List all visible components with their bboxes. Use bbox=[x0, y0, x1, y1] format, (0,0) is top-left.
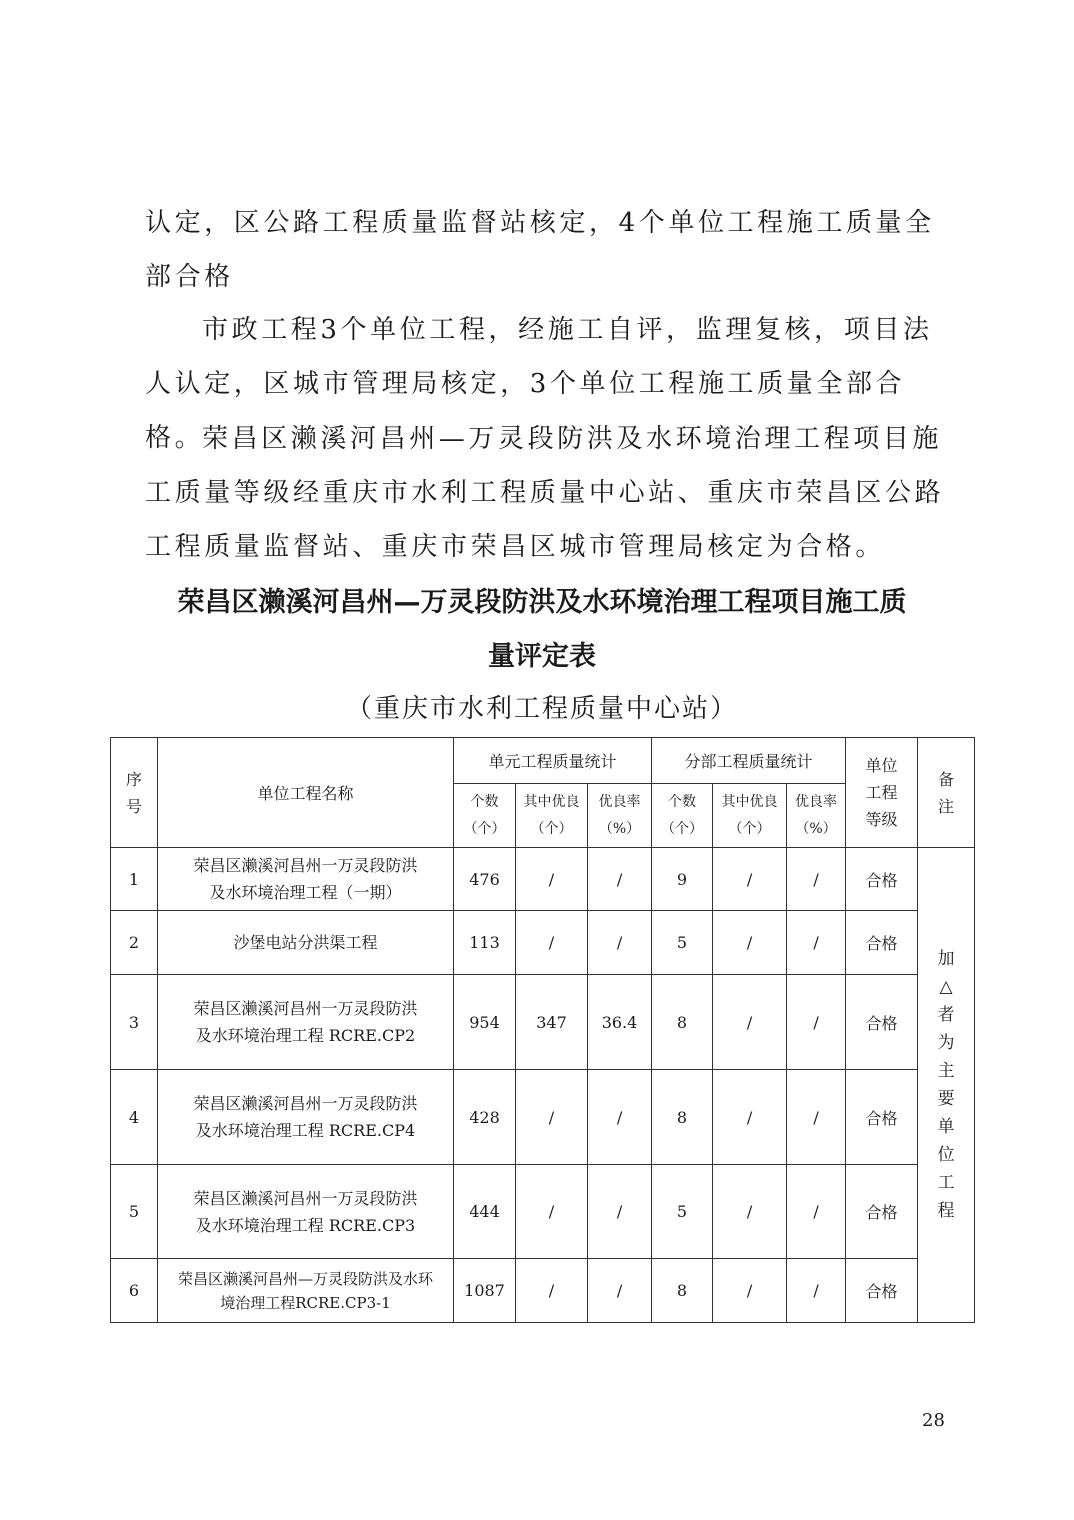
row-unit-name bbox=[158, 1165, 454, 1259]
header-s-excellent-line-1: 其中优良 bbox=[721, 793, 778, 810]
row-s-rate: / bbox=[787, 1070, 846, 1165]
row-unit-name-line-1: 荣昌区濑溪河昌州一万灵段防洪 bbox=[193, 999, 418, 1018]
row-s-rate: / bbox=[787, 911, 846, 975]
row-u-count: 476 bbox=[454, 848, 516, 911]
header-sub-part-stats: 分部工程质量统计 bbox=[652, 738, 846, 784]
header-seq bbox=[111, 738, 158, 848]
row-s-rate: / bbox=[787, 975, 846, 1070]
row-u-count: 1087 bbox=[454, 1259, 516, 1323]
row-grade: 合格 bbox=[846, 848, 918, 911]
header-grade bbox=[846, 738, 918, 848]
header-u-count bbox=[454, 784, 516, 848]
row-s-excellent: / bbox=[713, 911, 787, 975]
table-row bbox=[111, 975, 975, 1070]
row-u-count: 428 bbox=[454, 1070, 516, 1165]
row-grade: 合格 bbox=[846, 1070, 918, 1165]
row-grade: 合格 bbox=[846, 911, 918, 975]
row-s-rate: / bbox=[787, 1259, 846, 1323]
header-u-count-line-2: （个） bbox=[463, 820, 506, 837]
row-s-count: 9 bbox=[652, 848, 713, 911]
table-header-row-1 bbox=[111, 738, 975, 784]
header-u-excellent-line-1: 其中优良 bbox=[523, 793, 580, 810]
header-s-count-line-1: 个数 bbox=[668, 793, 697, 810]
row-s-count: 8 bbox=[652, 975, 713, 1070]
header-s-rate-line-2: （%） bbox=[795, 820, 837, 837]
paragraph-1: 认定，区公路工程质量监督站核定，4个单位工程施工质量全部合格 bbox=[145, 208, 935, 292]
row-u-excellent: / bbox=[516, 1070, 588, 1165]
row-s-excellent: / bbox=[713, 975, 787, 1070]
paragraph-2: 市政工程3个单位工程，经施工自评，监理复核，项目法人认定，区城市管理局核定，3个单位工程施工质量全部合格。 bbox=[145, 315, 933, 453]
header-grade-line-1: 单位 bbox=[865, 756, 898, 775]
row-s-rate: / bbox=[787, 848, 846, 911]
row-unit-name bbox=[158, 975, 454, 1070]
row-u-rate: 36.4 bbox=[588, 975, 652, 1070]
header-u-excellent bbox=[516, 784, 588, 848]
page-number: 28 bbox=[922, 1410, 945, 1431]
row-unit-name bbox=[158, 848, 454, 911]
row-seq: 1 bbox=[111, 848, 158, 911]
remark-note: 加△者为主要单位工程 bbox=[937, 949, 955, 1221]
paragraph-3: 荣昌区濑溪河昌州—万灵段防洪及水环境治理工程项目施工质量等级经重庆市水利工程质量中心站、重庆市荣昌区公路工程质量监督站、重庆市荣昌区城市管理局核定为合格。 bbox=[145, 424, 945, 562]
row-s-count: 5 bbox=[652, 911, 713, 975]
row-s-excellent: / bbox=[713, 1259, 787, 1323]
row-grade: 合格 bbox=[846, 1165, 918, 1259]
row-unit-name-line-1: 荣昌区濑溪河昌州一万灵段防洪 bbox=[193, 1188, 418, 1208]
table-title-line-1: 荣昌区濑溪河昌州—万灵段防洪及水环境治理工程项目施工质 bbox=[177, 587, 907, 618]
header-remark-line-1: 备 bbox=[938, 769, 955, 789]
header-remark-line-2: 注 bbox=[938, 796, 955, 816]
header-unit-element-stats: 单元工程质量统计 bbox=[454, 738, 652, 784]
table-row bbox=[111, 1070, 975, 1165]
header-s-count bbox=[652, 784, 713, 848]
row-u-rate: / bbox=[588, 1165, 652, 1259]
row-u-excellent: / bbox=[516, 848, 588, 911]
row-u-excellent: / bbox=[516, 1259, 588, 1323]
row-u-rate: / bbox=[588, 848, 652, 911]
header-remark bbox=[918, 738, 975, 848]
row-u-excellent: / bbox=[516, 1165, 588, 1259]
row-unit-name-line-2: 及水环境治理工程（一期） bbox=[209, 883, 402, 902]
row-seq: 5 bbox=[111, 1165, 158, 1259]
row-u-rate: / bbox=[588, 911, 652, 975]
header-s-rate-line-1: 优良率 bbox=[795, 793, 838, 810]
header-seq-line-1: 序 bbox=[125, 769, 142, 789]
header-seq-line-2: 号 bbox=[125, 796, 142, 816]
row-s-rate: / bbox=[787, 1165, 846, 1259]
header-u-rate-line-1: 优良率 bbox=[598, 793, 641, 810]
row-unit-name-line-1: 荣昌区濑溪河昌州一万灵段防洪 bbox=[193, 856, 418, 875]
row-unit-name-line-1: 荣昌区濑溪河昌州一万灵段防洪 bbox=[193, 1094, 418, 1113]
row-grade: 合格 bbox=[846, 975, 918, 1070]
row-seq: 6 bbox=[111, 1259, 158, 1323]
row-u-count: 113 bbox=[454, 911, 516, 975]
row-u-rate: / bbox=[588, 1259, 652, 1323]
row-u-count: 954 bbox=[454, 975, 516, 1070]
header-u-rate-line-2: （%） bbox=[598, 820, 641, 837]
row-grade: 合格 bbox=[846, 1259, 918, 1323]
row-u-count: 444 bbox=[454, 1165, 516, 1259]
row-u-rate: / bbox=[588, 1070, 652, 1165]
header-s-excellent bbox=[713, 784, 787, 848]
table-subtitle: （重庆市水利工程质量中心站） bbox=[345, 694, 738, 724]
row-s-count: 8 bbox=[652, 1070, 713, 1165]
row-unit-name-line-2: 及水环境治理工程 RCRE.CP2 bbox=[195, 1026, 416, 1045]
row-unit-name bbox=[158, 911, 454, 975]
row-s-excellent: / bbox=[713, 1165, 787, 1259]
row-unit-name-line-2: 及水环境治理工程 RCRE.CP4 bbox=[195, 1121, 416, 1140]
row-unit-name bbox=[158, 1259, 454, 1323]
quality-assessment-table bbox=[110, 737, 975, 1323]
row-unit-name-line-2: 及水环境治理工程 RCRE.CP3 bbox=[195, 1215, 416, 1235]
table-row bbox=[111, 1259, 975, 1323]
header-grade-line-2: 工程 bbox=[865, 783, 898, 802]
row-seq: 4 bbox=[111, 1070, 158, 1165]
row-s-excellent: / bbox=[713, 1070, 787, 1165]
row-unit-name-line-1: 荣昌区濑溪河昌州—万灵段防洪及水环 bbox=[177, 1269, 433, 1288]
header-u-excellent-line-2: （个） bbox=[530, 820, 573, 837]
row-seq: 2 bbox=[111, 911, 158, 975]
table-row bbox=[111, 848, 975, 911]
remark-cell bbox=[918, 848, 975, 1323]
header-s-rate bbox=[787, 784, 846, 848]
header-u-count-line-1: 个数 bbox=[470, 793, 499, 810]
row-unit-name-line-1: 沙堡电站分洪渠工程 bbox=[233, 933, 378, 952]
row-unit-name-line-2: 境治理工程RCRE.CP3-1 bbox=[220, 1293, 391, 1312]
row-unit-name bbox=[158, 1070, 454, 1165]
row-seq: 3 bbox=[111, 975, 158, 1070]
row-s-count: 5 bbox=[652, 1165, 713, 1259]
row-s-excellent: / bbox=[713, 848, 787, 911]
header-u-rate bbox=[588, 784, 652, 848]
table-row bbox=[111, 911, 975, 975]
header-s-count-line-2: （个） bbox=[661, 820, 704, 837]
table-row bbox=[111, 1165, 975, 1259]
header-grade-line-3: 等级 bbox=[865, 810, 898, 829]
table-title-line-2: 量评定表 bbox=[488, 641, 596, 672]
row-s-count: 8 bbox=[652, 1259, 713, 1323]
header-s-excellent-line-2: （个） bbox=[728, 820, 771, 837]
row-u-excellent: / bbox=[516, 911, 588, 975]
row-u-excellent: 347 bbox=[516, 975, 588, 1070]
header-unit-name: 单位工程名称 bbox=[158, 738, 454, 848]
